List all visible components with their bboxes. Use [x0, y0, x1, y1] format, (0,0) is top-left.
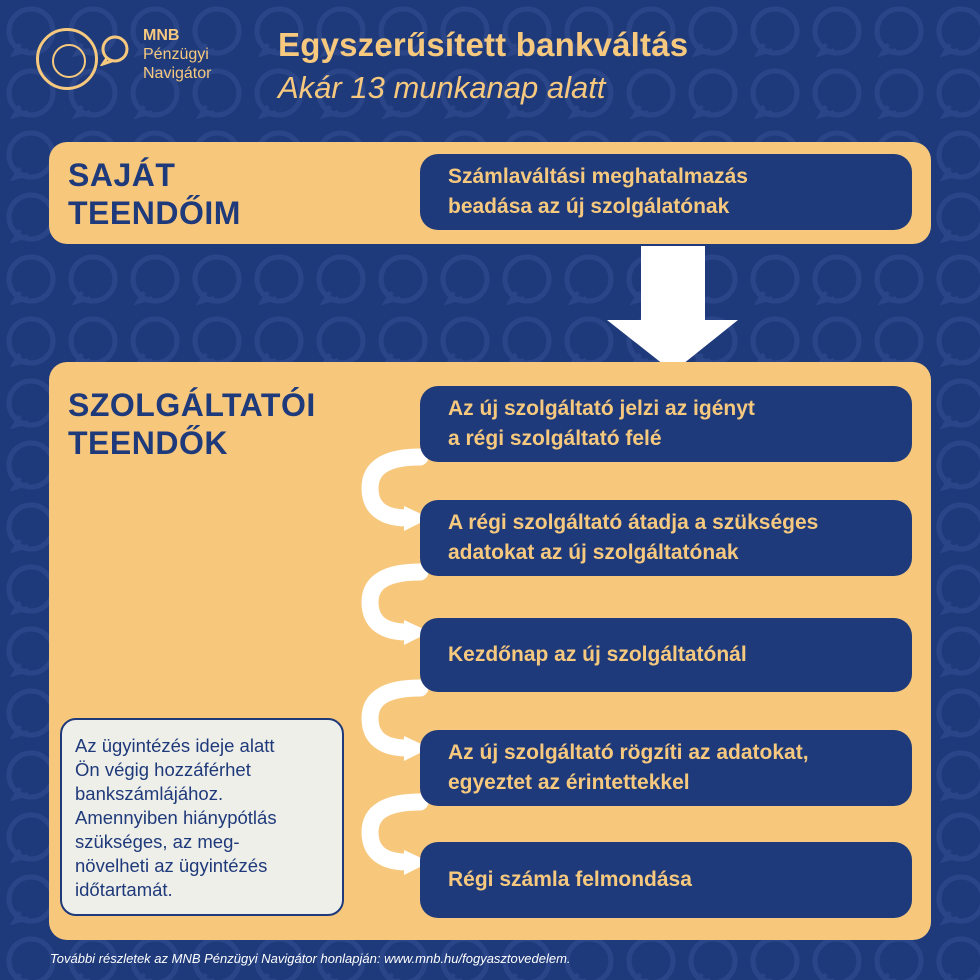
- info-note-text: Az ügyintézés ideje alatt Ön végig hozzáférhet bankszámlájához. Amennyiben hiánypótlás szükséges, az meg- növelheti az ügyintézés időtartamát.: [75, 735, 277, 900]
- provider-step-1: [420, 386, 912, 462]
- provider-heading-line-1: SZOLGÁLTATÓI: [68, 387, 316, 423]
- provider-step-3: [420, 618, 912, 692]
- own-task-step-text: Számlaváltási meghatalmazás beadása az új szolgálatónak: [448, 165, 748, 218]
- provider-step-5: [420, 842, 912, 918]
- own-heading-line-2: TEENDŐIM: [68, 195, 241, 231]
- brand-line-1: MNB: [143, 27, 180, 44]
- provider-step-2: [420, 500, 912, 576]
- provider-step-3-text: Kezdőnap az új szolgáltatónál: [448, 643, 747, 666]
- connector-arrow-2: [370, 572, 420, 632]
- connector-arrow-3: [370, 688, 420, 748]
- brand-line-2: Pénzügyi: [143, 46, 209, 63]
- provider-step-4-text: Az új szolgáltató rögzíti az adatokat, egyeztet az érintettekkel: [448, 741, 809, 794]
- provider-step-5-text: Régi számla felmondása: [448, 868, 692, 891]
- connector-arrow-1: [370, 457, 420, 518]
- info-note: [60, 718, 344, 916]
- provider-step-1-text: Az új szolgáltató jelzi az igényt a régi szolgáltató felé: [448, 397, 755, 450]
- provider-step-2-text: A régi szolgáltató átadja a szükséges adatokat az új szolgáltatónak: [448, 511, 819, 564]
- connector-arrow-4: [370, 802, 420, 862]
- own-heading-line-1: SAJÁT: [68, 157, 176, 193]
- brand-line-3: Navigátor: [143, 65, 212, 82]
- page-subtitle: Akár 13 munkanap alatt: [278, 70, 606, 105]
- provider-step-4: [420, 730, 912, 806]
- provider-heading-line-2: TEENDŐK: [68, 425, 228, 461]
- page-title: Egyszerűsített bankváltás: [278, 26, 689, 63]
- footer-text: További részletek az MNB Pénzügyi Navigátor honlapján: www.mnb.hu/fogyasztovedelem.: [50, 951, 571, 966]
